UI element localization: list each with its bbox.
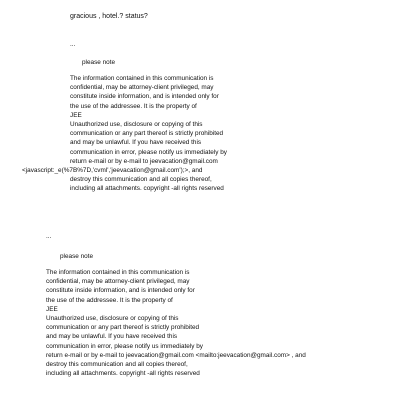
disclaimer-line: destroy this communication and all copies thereof, xyxy=(70,176,212,183)
disclaimer-line: Unauthorized use, disclosure or copying of this xyxy=(46,315,179,323)
separator-1: ... xyxy=(70,41,76,48)
disclaimer-tail-1 xyxy=(70,175,224,193)
disclaimer-line: The information contained in this communication is xyxy=(46,269,190,276)
please-note-2: please note xyxy=(60,253,94,260)
disclaimer-line: the use of the addressee. It is the property of xyxy=(46,296,173,304)
disclaimer-body-2 xyxy=(46,268,306,378)
disclaimer-line: including all attachments. copyright -all rights reserved xyxy=(46,370,200,378)
subject-line: gracious , hotel.? status? xyxy=(70,13,148,20)
separator-2: ... xyxy=(46,233,52,240)
disclaimer-line: the use of the addressee. It is the property of xyxy=(70,102,197,110)
disclaimer-line-mailto[interactable]: return e-mail or by e-mail to jeevacation@gmail.com <mailto:jeevacation@gmail.com> , and xyxy=(46,351,306,359)
disclaimer-body-1 xyxy=(70,74,227,166)
disclaimer-line: communication in error, please notify us immediately by xyxy=(70,148,227,156)
disclaimer-line: destroy this communication and all copies thereof, xyxy=(46,361,188,369)
javascript-link-line[interactable]: <javascript:_e(%7B%7D,'cvml','jeevacation@gmail.com');>, and xyxy=(22,167,203,174)
disclaimer-line: Unauthorized use, disclosure or copying of this xyxy=(70,121,203,129)
disclaimer-line: The information contained in this communication is xyxy=(70,75,214,82)
disclaimer-line: communication or any part thereof is strictly prohibited xyxy=(46,324,200,332)
disclaimer-line: JEE xyxy=(70,111,82,119)
disclaimer-line: and may be unlawful. If you have received this xyxy=(46,333,178,341)
please-note-1: please note xyxy=(82,59,116,66)
disclaimer-line: communication in error, please notify us immediately by xyxy=(46,342,203,350)
disclaimer-line: communication or any part thereof is strictly prohibited xyxy=(70,130,224,138)
disclaimer-line: JEE xyxy=(46,305,58,313)
disclaimer-line: return e-mail or by e-mail to jeevacation@gmail.com xyxy=(70,157,218,165)
disclaimer-line: constitute inside information, and is intended only for xyxy=(70,93,219,101)
disclaimer-line: and may be unlawful. If you have received this xyxy=(70,139,202,147)
disclaimer-line: constitute inside information, and is intended only for xyxy=(46,287,195,295)
disclaimer-line: confidential, may be attorney-client privileged, may xyxy=(70,84,214,92)
disclaimer-line: confidential, may be attorney-client privileged, may xyxy=(46,278,190,286)
disclaimer-line: including all attachments. copyright -all rights reserved xyxy=(70,185,224,193)
